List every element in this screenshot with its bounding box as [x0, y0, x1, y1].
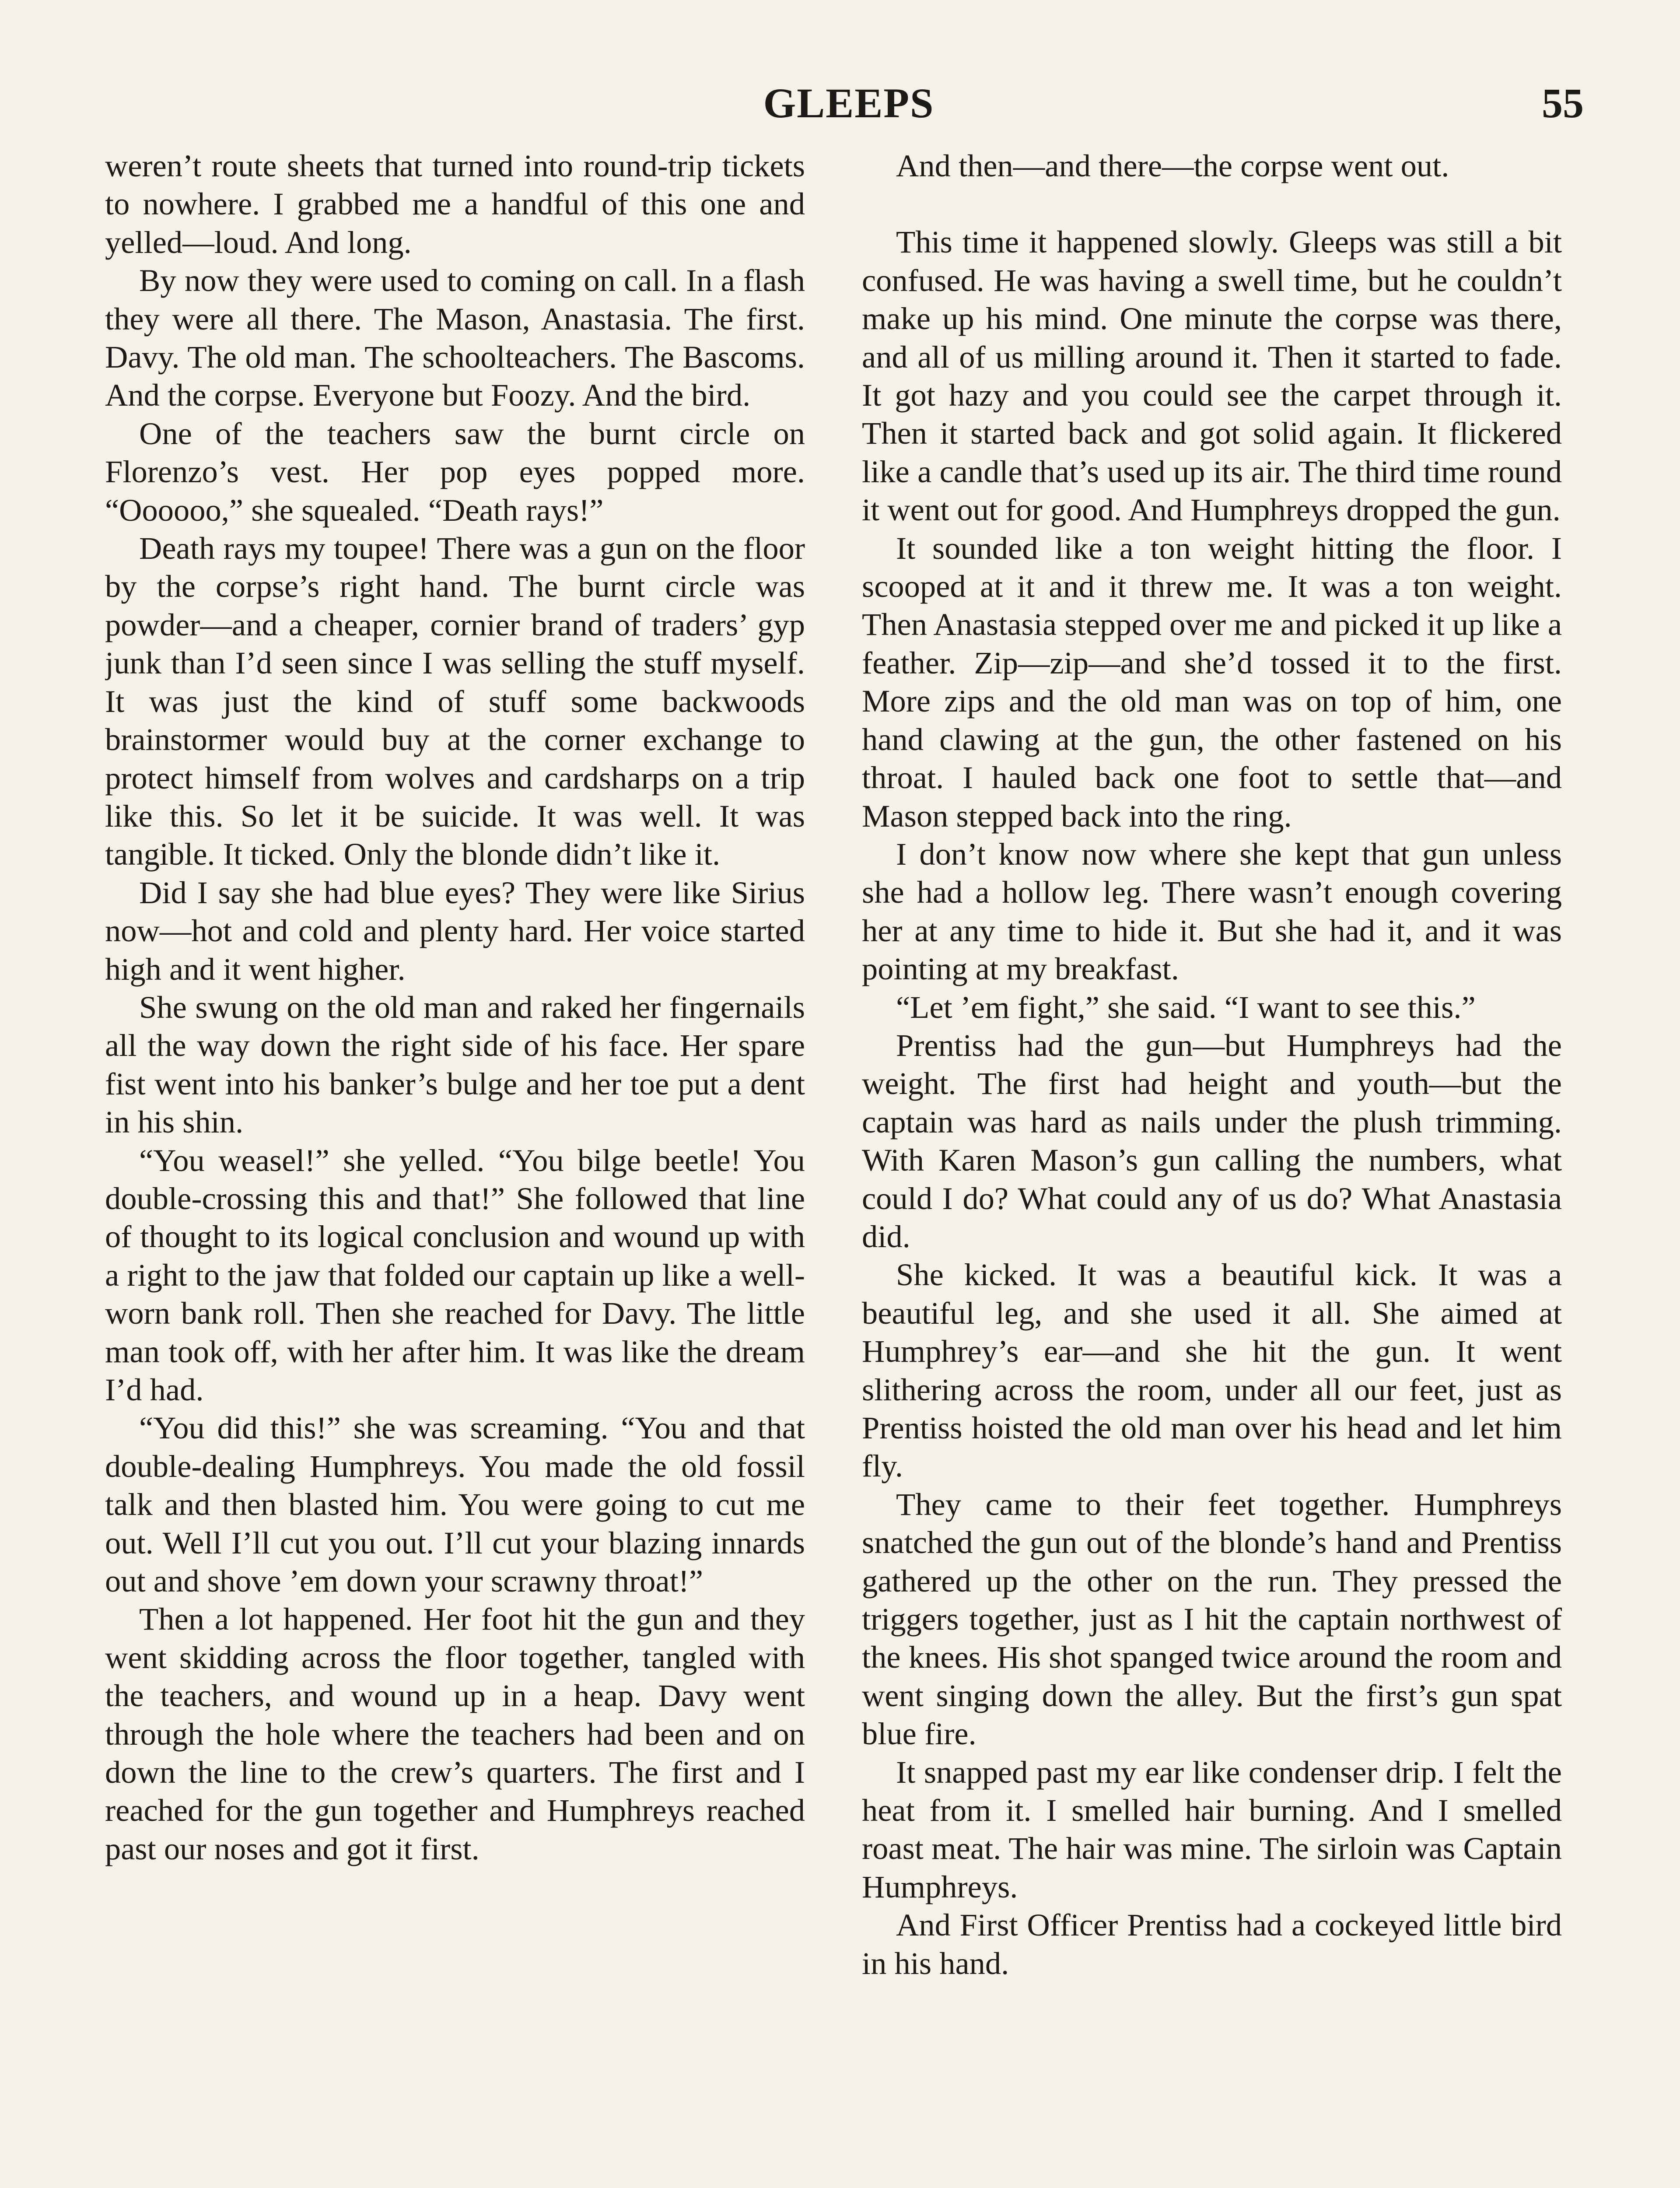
page-number: 55 [1542, 80, 1584, 126]
paragraph: “You did this!” she was screaming. “You and that double-dealing Humphreys. You made the old fossil talk and then blasted him. You were going to cut me out. Well I’ll cut you out. I’ll cut your blazing innards out and shove ’em down your scrawny throat!” [105, 1410, 805, 1599]
paragraph: This time it happened slowly. Gleeps was still a bit confused. He was having a swell time, but he couldn’t make up his mind. One minute the corpse was there, and all of us milling around it. Then it started to fade. It got hazy and you could see the carpet through it. Then it started back and got solid again. It flickered like a candle that’s used up its air. The third time round it went out for good. And Humphreys dropped the gun. [862, 224, 1562, 528]
paragraph: And First Officer Prentiss had a cockeyed little bird in his hand. [862, 1907, 1562, 1981]
paragraph: Death rays my toupee! There was a gun on the floor by the corpse’s right hand. The burnt circle was powder—and a cheaper, cornier brand of traders’ gyp junk than I’d seen since I was selling the stuff myself. It was just the kind of stuff some backwoods brainstormer would buy at the corner exchange to protect himself from wolves and cardsharps on a trip like this. So let it be suicide. It was well. It was tangible. It ticked. Only the blonde didn’t like it. [105, 530, 805, 872]
paragraph: By now they were used to coming on call. In a flash they were all there. The Mason, Anastasia. The first. Davy. The old man. The schoolteachers. The Bascoms. And the corpse. Everyone but Foozy. And the bird. [105, 263, 805, 413]
paragraph: weren’t route sheets that turned into round-trip tickets to nowhere. I grabbed me a handful of this one and yelled—loud. And long. [105, 148, 805, 260]
paragraph: She swung on the old man and raked her fingernails all the way down the right side of his face. Her spare fist went into his banker’s bulge and her toe put a dent in his shin. [105, 989, 805, 1140]
paragraph: “Let ’em fight,” she said. “I want to see this.” [896, 989, 1476, 1025]
paragraph: I don’t know now where she kept that gun unless she had a hollow leg. There wasn’t enough covering her at any time to hide it. But she had it, and it was pointing at my breakfast. [862, 836, 1562, 987]
running-title: GLEEPS [763, 80, 934, 126]
paragraph: “You weasel!” she yelled. “You bilge beetle! You double-crossing this and that!” She followed that line of thought to its logical conclusion and wound up with a right to the jaw that folded our captain up like a well-worn bank roll. Then she reached for Davy. The little man took off, with her after him. It was like the dream I’d had. [105, 1142, 805, 1407]
right-text-column [862, 147, 1562, 2188]
left-text-column [105, 147, 805, 2188]
paragraph: It sounded like a ton weight hitting the floor. I scooped at it and it threw me. It was a ton weight. Then Anastasia stepped over me and picked it up like a feather. Zip—zip—and she’d tossed it to the first. More zips and the old man was on top of him, one hand clawing at the gun, the other fastened on his throat. I hauled back one foot to settle that—and Mason stepped back into the ring. [862, 530, 1562, 834]
paragraph: Then a lot happened. Her foot hit the gun and they went skidding across the floor together, tangled with the teachers, and wound up in a heap. Davy went through the hole where the teachers had been and on down the line to the crew’s quarters. The first and I reached for the gun together and Humphreys reached past our noses and got it first. [105, 1601, 805, 1866]
running-header [114, 79, 1584, 136]
paragraph: And then—and there—the corpse went out. [896, 148, 1449, 183]
paragraph: It snapped past my ear like condenser drip. I felt the heat from it. I smelled hair burning. And I smelled roast meat. The hair was mine. The sirloin was Captain Humphreys. [862, 1754, 1562, 1904]
paragraph: One of the teachers saw the burnt circle on Florenzo’s vest. Her pop eyes popped more. “Oooooo,” she squealed. “Death rays!” [105, 415, 805, 528]
paragraph: They came to their feet together. Humphreys snatched the gun out of the blonde’s hand and Prentiss gathered up the other on the run. They pressed the triggers together, just as I hit the captain northwest of the knees. His shot spanged twice around the room and went singing down the alley. But the first’s gun spat blue fire. [862, 1486, 1562, 1752]
paragraph: Prentiss had the gun—but Humphreys had the weight. The first had height and youth—but the captain was hard as nails under the plush trimming. With Karen Mason’s gun calling the numbers, what could I do? What could any of us do? What Anastasia did. [862, 1027, 1562, 1254]
paragraph: Did I say she had blue eyes? They were like Sirius now—hot and cold and plenty hard. Her voice started high and it went higher. [105, 874, 805, 987]
paragraph: She kicked. It was a beautiful kick. It was a beautiful leg, and she used it all. She aimed at Humphrey’s ear—and she hit the gun. It went slithering across the room, under all our feet, just as Prentiss hoisted the old man over his head and let him fly. [862, 1257, 1562, 1484]
